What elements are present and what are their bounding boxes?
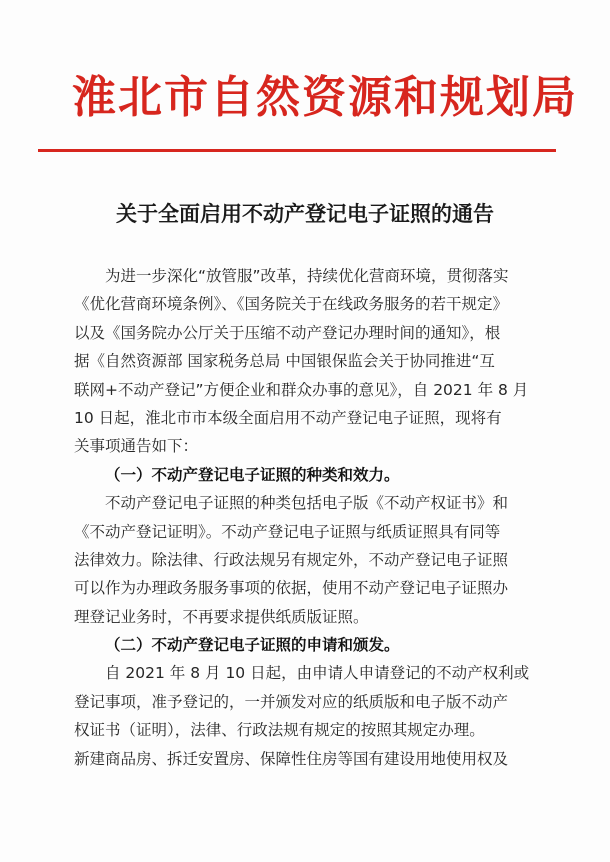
agency-letterhead: 淮北市自然资源和规划局 — [72, 72, 578, 123]
paragraph-line: 新建商品房、拆迁安置房、保障性住房等国有建设用地使用权及 — [74, 749, 509, 768]
paragraph-line: 可以作为办理政务服务事项的依据，使用不动产登记电子证照办 — [74, 579, 509, 598]
letterhead-rule — [38, 149, 556, 152]
notice-title: 关于全面启用不动产登记电子证照的通告 — [116, 201, 494, 226]
paragraph-line: 以及《国务院办公厅关于压缩不动产登记办理时间的通知》，根 — [74, 323, 501, 342]
paragraph-line: 《不动产登记证明》。不动产登记电子证照与纸质证照具有同等 — [74, 522, 501, 541]
paragraph-line: 关事项通告如下： — [74, 437, 199, 456]
notice-body — [74, 262, 554, 773]
section-heading-2: （二）不动产登记电子证照的申请和颁发。 — [105, 636, 400, 655]
paragraph-line: 不动产登记电子证照的种类包括电子版《不动产权证书》和 — [105, 494, 509, 513]
paragraph-line: 法律效力。除法律、行政法规另有规定外，不动产登记电子证照 — [74, 550, 509, 569]
paragraph-line: 登记事项，准予登记的，一并颁发对应的纸质版和电子版不动产 — [74, 692, 509, 711]
paragraph-line: 理登记业务时，不再要求提供纸质版证照。 — [74, 607, 369, 626]
paragraph-line: 权证书（证明），法律、行政法规有规定的按照其规定办理。 — [74, 721, 485, 740]
paragraph-line: 联网+不动产登记”方便企业和群众办事的意见》，自 2021 年 8 月 — [74, 380, 529, 399]
paragraph-line: 10 日起，淮北市市本级全面启用不动产登记电子证照，现将有 — [74, 408, 502, 427]
paragraph-line: 据《自然资源部 国家税务总局 中国银保监会关于协同推进“互 — [74, 352, 495, 371]
paragraph-line: 《优化营商环境条例》、《国务院关于在线政务服务的若干规定》 — [74, 295, 509, 314]
paragraph-line: 为进一步深化“放管服”改革，持续优化营商环境，贯彻落实 — [105, 267, 509, 285]
section-heading-1: （一）不动产登记电子证照的种类和效力。 — [105, 465, 400, 484]
paragraph-line: 自 2021 年 8 月 10 日起，由申请人申请登记的不动产权利或 — [105, 664, 530, 683]
